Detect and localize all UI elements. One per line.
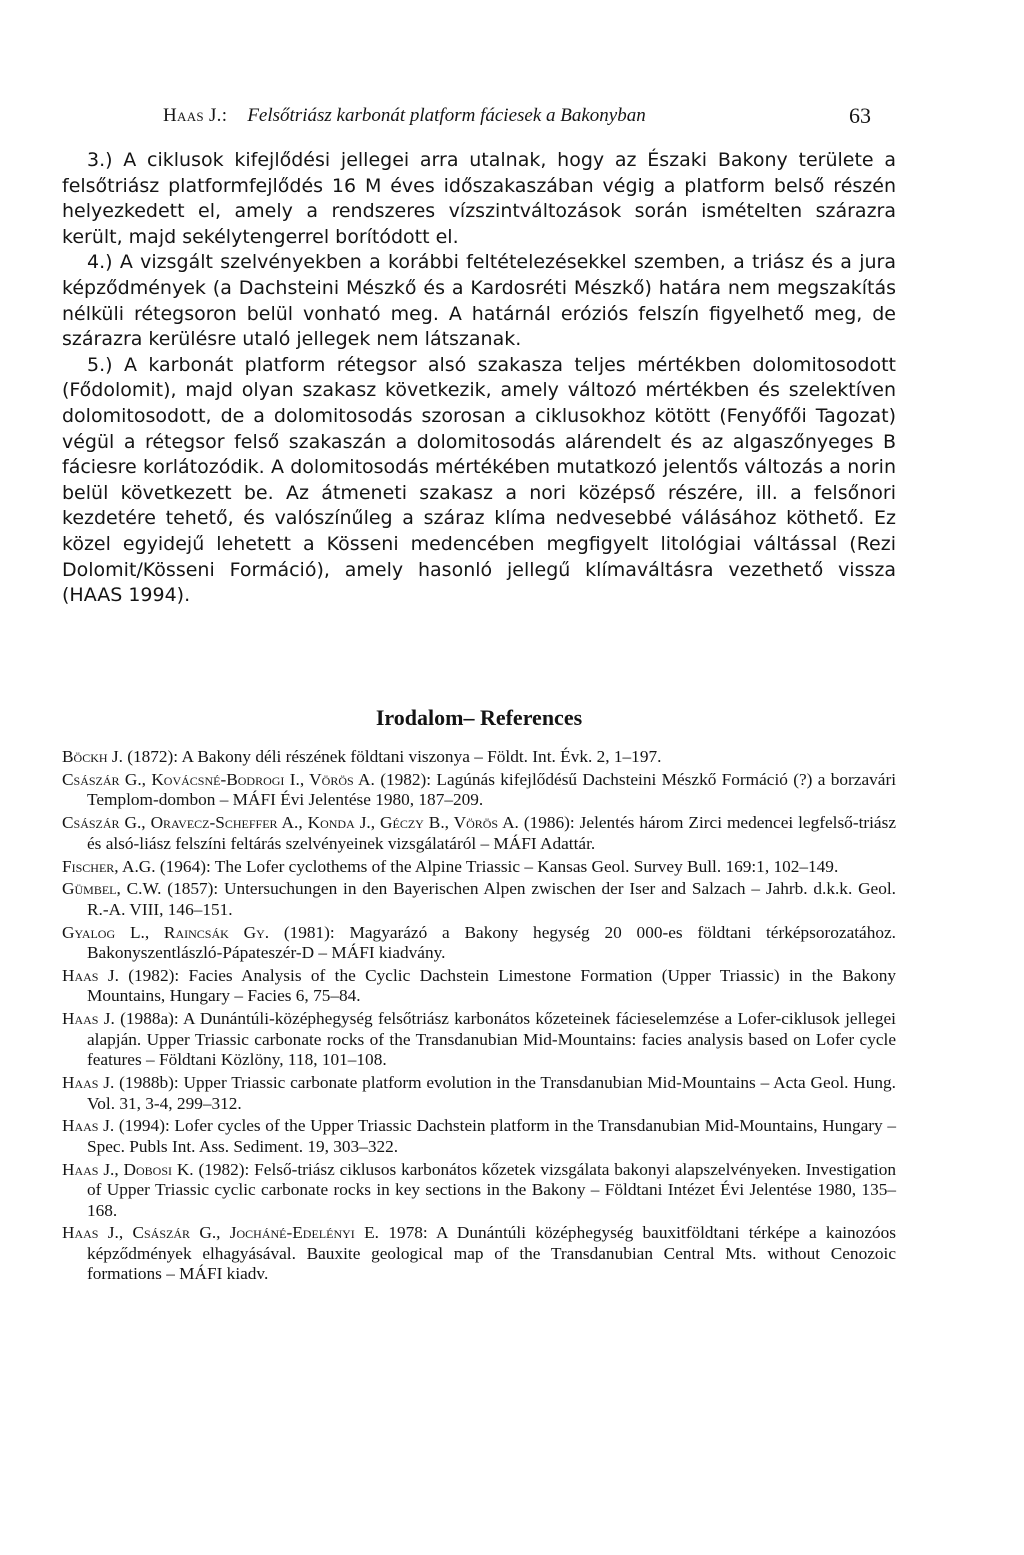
running-header xyxy=(163,101,871,131)
reference-entry xyxy=(62,857,896,877)
reference-text: (1986): Jelentés három Zirci medencei legfelső-triász és alsó-liász felszíni feltárás szelvényeinek vizsgálatáról – MÁFI Adattár. xyxy=(87,813,896,853)
reference-list xyxy=(62,747,896,1287)
reference-entry xyxy=(62,813,896,854)
reference-authors: Haas J. xyxy=(62,966,119,986)
reference-text: (1982): Facies Analysis of the Cyclic Dachstein Limestone Formation (Upper Triassic) in the Bakony Mountains, Hungary – Facies 6, 75–84. xyxy=(87,966,897,1006)
reference-entry xyxy=(62,966,896,1007)
reference-entry xyxy=(62,1223,896,1284)
reference-entry xyxy=(62,923,896,964)
reference-entry xyxy=(62,1073,896,1114)
reference-text: (1982): Lagúnás kifejlődésű Dachsteini Mészkő Formáció (?) a borzavári Templom-dombon – MÁFI Évi Jelentése 1980, 187–209. xyxy=(87,769,897,810)
reference-authors: Haas J. xyxy=(62,1009,115,1029)
references-heading: Irodalom– References xyxy=(375,705,583,730)
paragraph-5: 5.) A karbonát platform rétegsor alsó szakasza teljes mértékben dolomitosodott (Fődolomit), majd olyan szakasz következik, amely változó mértékben és szelektíven dolomitosodott, de a dolomitosodás szorosan a ciklusokhoz kötött (Fenyőfői Tagozat) végül a rétegsor felső szakaszán a dolomitosodás alárendelt és az algaszőnyeges B fáciesre korlátozódik. A dolomitosodás mértékében mutatkozó jelentős változás a norin belül következett be. Az átmeneti szakasz a nori középső részére, ill. a felsőnori kezdetére tehető, és valószínűleg a száraz klíma nedvesebbé válásához köthető. Ez közel egyidejű lehetett a Kösseni medencében megfigyelt litológiai váltással (Rezi Dolomit/Kösseni Formáció), amely hasonló jellegű klímaváltásra vezethető vissza (HAAS 1994). xyxy=(62,353,896,607)
reference-authors: Gyalog L., Raincsák Gy. xyxy=(62,922,270,942)
page-number: 63 xyxy=(849,103,871,128)
reference-entry xyxy=(62,1009,896,1070)
reference-authors: Haas J. xyxy=(62,1073,115,1093)
reference-text: (1994): Lofer cycles of the Upper Triassic Dachstein platform in the Transdanubian Mid-Mountains, Hungary – Spec. Publs Int. Ass. Sediment. 19, 303–322. xyxy=(87,1116,896,1156)
reference-authors: Gümbel, C.W. xyxy=(62,879,162,899)
reference-text: (1988a): A Dunántúli-középhegység felsőtriász karbonátos kőzeteinek fácieselemzése a Lofer-ciklusok jellegei alapján. Upper Triassic carbonate rocks of the Transdanubian Mid-Mountains: facies analysis based on Lofer cycle features – Földtani Közlöny, 118, 101–108. xyxy=(87,1009,896,1070)
reference-authors: Császár G., Kovácsné-Bodrogi I., Vörös A. xyxy=(62,769,375,789)
reference-authors: Fischer, A.G. xyxy=(62,856,156,876)
reference-text: (1857): Untersuchungen in den Bayerischen Alpen zwischen der Iser and Salzach – Jahrb. d.k.k. Geol. R.-A. VIII, 146–151. xyxy=(87,879,896,919)
body-text xyxy=(62,148,896,609)
reference-text: (1981): Magyarázó a Bakony hegység 20 000-es földtani térképsorozatához. Bakonyszentlászló-Pápateszér-D – MÁFI kiadvány. xyxy=(87,922,896,963)
reference-authors: Haas J. xyxy=(62,1116,115,1136)
reference-authors: Császár G., Oravecz-Scheffer A., Konda J., Géczy B., Vörös A. xyxy=(62,813,519,833)
reference-text: 1978: A Dunántúli középhegység bauxitföldtani térképe a kainozóos képződmények elhagyásával. Bauxite geological map of the Transdanubian Central Mts. without Cenozoic formations – MÁFI kiadv. xyxy=(87,1223,897,1284)
reference-authors: Böckh J. xyxy=(62,747,123,766)
reference-text: (1872): A Bakony déli részének földtani viszonya – Földt. Int. Évk. 2, 1–197. xyxy=(122,747,662,766)
header-author: Haas J.: xyxy=(163,105,228,126)
reference-entry xyxy=(62,1116,896,1157)
reference-authors: Haas J., Dobosi K. xyxy=(62,1159,194,1179)
reference-entry xyxy=(62,1160,896,1221)
reference-authors: Haas J., Császár G., Jocháné-Edelényi E. xyxy=(62,1223,379,1243)
reference-text: (1982): Felső-triász ciklusos karbonátos kőzetek vizsgálata bakonyi alapszelvényeken. Investigation of Upper Triassic cyclic carbonate rocks in key sections in the Bakony – Földtani Intézet Évi Jelentése 1980, 135–168. xyxy=(87,1159,896,1220)
reference-entry xyxy=(62,747,896,767)
reference-entry xyxy=(62,879,896,920)
reference-entry xyxy=(62,770,896,811)
reference-text: (1964): The Lofer cyclothems of the Alpine Triassic – Kansas Geol. Survey Bull. 169:1, 102–149. xyxy=(155,856,839,876)
paragraph-3: 3.) A ciklusok kifejlődési jellegei arra utalnak, hogy az Északi Bakony területe a felsőtriász platformfejlődés 16 M éves időszakaszában végig a platform belső részén helyezkedett el, amely a rendszeres vízszintváltozások során ismételten szárazra került, majd sekélytengerrel borítódott el. xyxy=(62,149,896,248)
reference-text: (1988b): Upper Triassic carbonate platform evolution in the Transdanubian Mid-Mountains – Acta Geol. Hung. Vol. 31, 3-4, 299–312. xyxy=(87,1073,896,1113)
paragraph-4: 4.) A vizsgált szelvényekben a korábbi feltételezésekkel szemben, a triász és a jura képződmények (a Dachsteini Mészkő és a Kardosréti Mészkő) határa nem megszakítás nélküli rétegsoron belül vonható meg. A határnál eróziós felszín figyelhető meg, de szárazra kerülésre utaló jellegek nem látszanak. xyxy=(62,251,896,351)
header-title: Felsőtriász karbonát platform fáciesek a Bakonyban xyxy=(247,105,646,126)
